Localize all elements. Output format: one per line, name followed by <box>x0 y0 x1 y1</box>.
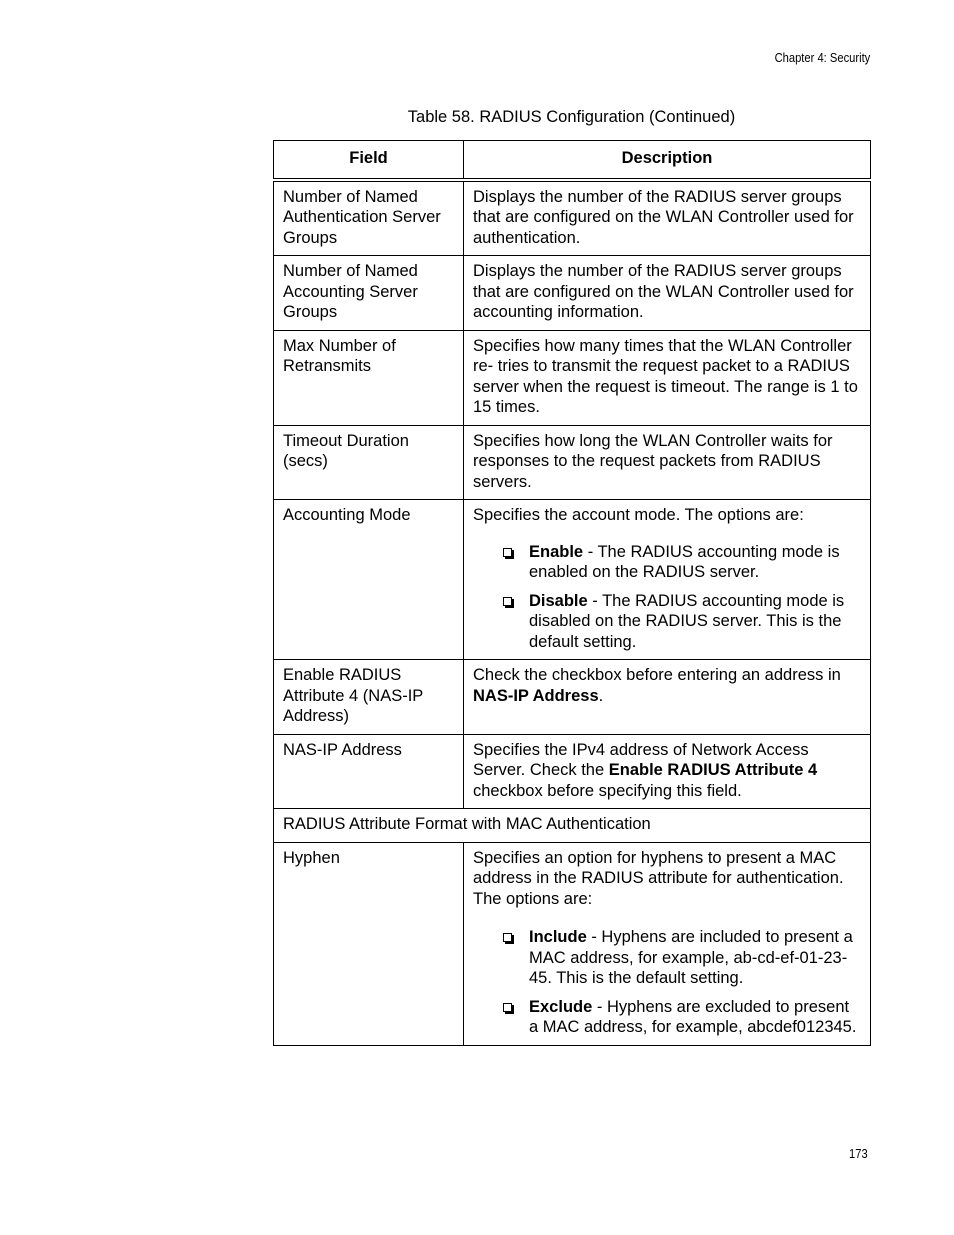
section-row <box>274 809 871 843</box>
description-bold-term: Enable RADIUS Attribute 4 <box>608 761 818 779</box>
option-text: - Hyphens are included to present a MAC address, for example, ab-cd-ef-01-23-45. This is the default setting. <box>529 928 853 987</box>
description-cell: Specifies how long the WLAN Controller waits for responses to the request packets from RADIUS servers. <box>464 425 871 500</box>
option-item <box>473 997 862 1038</box>
field-cell: Number of Named Authentication Server Groups <box>274 180 464 256</box>
square-bullet-icon <box>503 933 512 942</box>
option-list <box>473 927 862 1038</box>
description-text: Specifies the IPv4 address of Network Access Server. Check the <box>473 740 809 779</box>
field-cell: Timeout Duration (secs) <box>274 425 464 500</box>
radius-config-table <box>273 140 871 1046</box>
field-cell: Max Number of Retransmits <box>274 330 464 425</box>
option-label: Enable <box>529 542 584 561</box>
option-text: - Hyphens are excluded to present a MAC address, for example, abcdef012345. <box>529 997 857 1036</box>
square-bullet-icon <box>503 548 512 557</box>
description-cell <box>464 842 871 1045</box>
table-header-row <box>274 141 871 180</box>
option-label: Exclude <box>529 997 593 1016</box>
table-row <box>274 842 871 1045</box>
description-cell: Displays the number of the RADIUS server groups that are configured on the WLAN Controller used for authentication. <box>464 180 871 256</box>
option-list <box>473 542 862 653</box>
option-text: - The RADIUS accounting mode is enabled on the RADIUS server. <box>529 542 840 581</box>
table-row <box>274 180 871 256</box>
description-text: Specifies the account mode. The options are: <box>473 506 804 524</box>
field-cell: Hyphen <box>274 842 464 1045</box>
description-text: Specifies an option for hyphens to present a MAC address in the RADIUS attribute for authentication. The options are: <box>473 848 844 908</box>
option-item <box>473 591 862 653</box>
field-cell: Enable RADIUS Attribute 4 (NAS-IP Address) <box>274 660 464 735</box>
option-label: Include <box>529 928 587 946</box>
field-cell: Accounting Mode <box>274 500 464 660</box>
option-label: Disable <box>529 591 588 610</box>
description-bold-term: NAS-IP Address <box>473 686 599 705</box>
running-header: Chapter 4: Security <box>774 50 870 65</box>
table-row <box>274 425 871 500</box>
description-cell <box>464 734 871 809</box>
section-heading-cell: RADIUS Attribute Format with MAC Authentication <box>274 809 871 843</box>
square-bullet-icon <box>503 597 512 606</box>
field-cell: NAS-IP Address <box>274 734 464 809</box>
description-text: . <box>598 686 604 705</box>
field-cell: Number of Named Accounting Server Groups <box>274 256 464 331</box>
table-row <box>274 330 871 425</box>
table-row <box>274 660 871 735</box>
description-text: checkbox before specifying this field. <box>473 781 742 800</box>
column-header-description: Description <box>464 141 871 180</box>
table-row <box>274 734 871 809</box>
description-text: Check the checkbox before entering an address in <box>473 666 841 684</box>
option-text: - The RADIUS accounting mode is disabled on the RADIUS server. This is the default setting. <box>529 591 845 651</box>
column-header-field: Field <box>274 141 464 180</box>
page-number: 173 <box>849 1146 868 1161</box>
table-row <box>274 256 871 331</box>
table-caption: Table 58. RADIUS Configuration (Continued) <box>407 108 736 126</box>
option-item <box>473 542 862 583</box>
description-cell: Specifies how many times that the WLAN Controller re- tries to transmit the request packet to a RADIUS server when the request is timeout. The range is 1 to 15 times. <box>464 330 871 425</box>
table-row <box>274 500 871 660</box>
square-bullet-icon <box>503 1003 512 1012</box>
description-cell: Displays the number of the RADIUS server groups that are configured on the WLAN Controller used for accounting information. <box>464 256 871 331</box>
option-item <box>473 927 862 989</box>
description-cell <box>464 500 871 660</box>
description-cell <box>464 660 871 735</box>
